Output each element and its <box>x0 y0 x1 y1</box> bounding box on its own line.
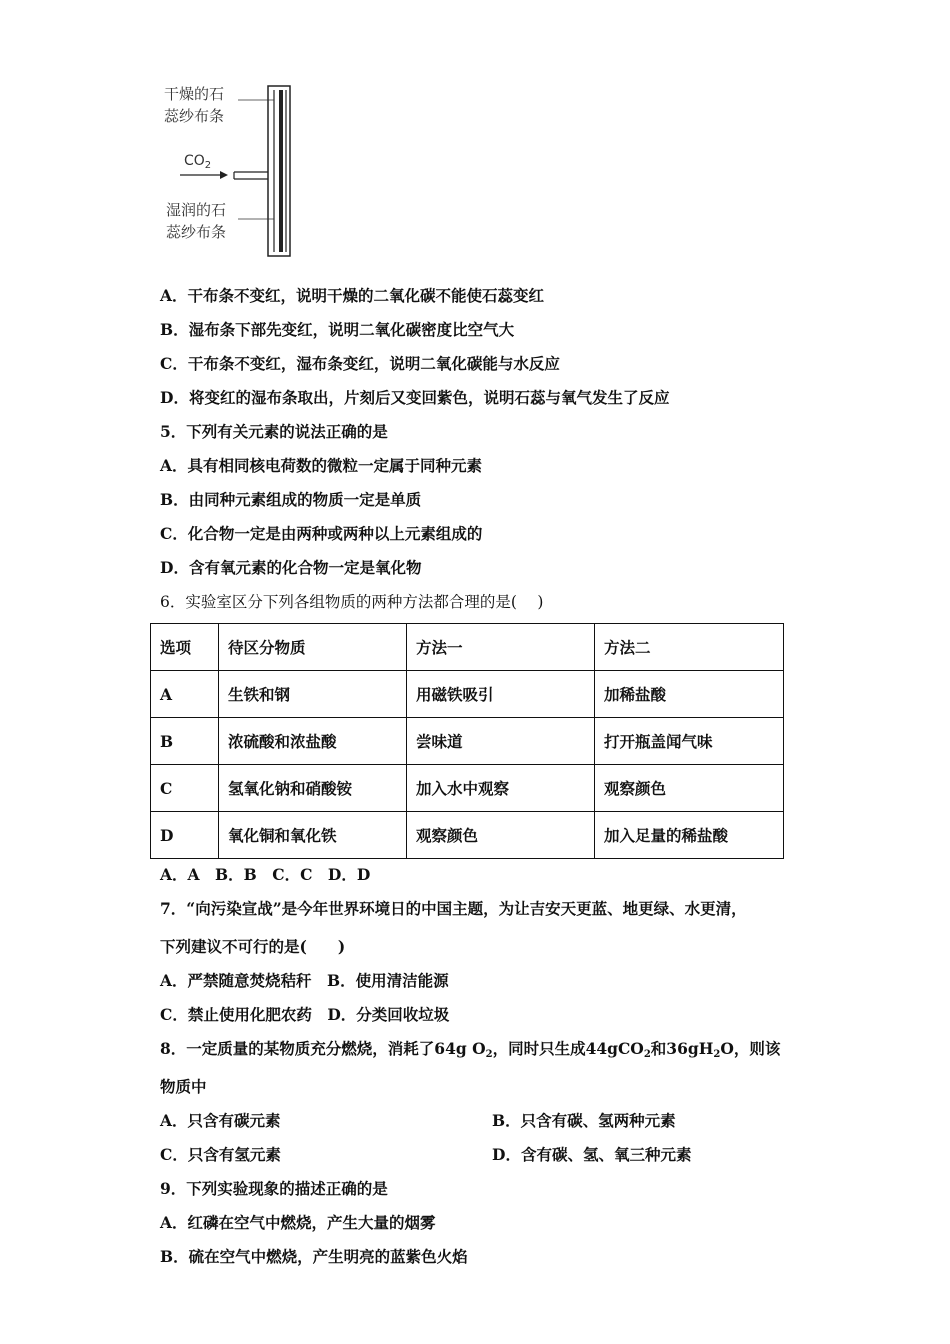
table-cell: 浓硫酸和浓盐酸 <box>219 718 407 765</box>
q5-option-d: D．含有氧元素的化合物一定是氧化物 <box>160 558 422 577</box>
table-cell: 氢氧化钠和硝酸铵 <box>219 765 407 812</box>
table-cell: A <box>151 671 219 718</box>
q8-option-a: A．只含有碳元素 <box>160 1111 281 1130</box>
q4-option-d: D．将变红的湿布条取出，片刻后又变回紫色，说明石蕊与氧气发生了反应 <box>160 388 670 407</box>
q9-option-a: A．红磷在空气中燃烧，产生大量的烟雾 <box>160 1213 436 1232</box>
table-cell: 加入水中观察 <box>407 765 595 812</box>
table-cell: 尝味道 <box>407 718 595 765</box>
table-cell: 加稀盐酸 <box>595 671 784 718</box>
q5-stem: 5．下列有关元素的说法正确的是 <box>160 422 388 441</box>
table-cell: 用磁铁吸引 <box>407 671 595 718</box>
q8-stem-line2: 物质中 <box>160 1077 207 1096</box>
table-row <box>151 718 784 765</box>
q8-option-b: B．只含有碳、氢两种元素 <box>492 1111 676 1130</box>
table-cell: 加入足量的稀盐酸 <box>595 812 784 859</box>
table-cell: C <box>151 765 219 812</box>
table-row <box>151 812 784 859</box>
q6-stem: 6．实验室区分下列各组物质的两种方法都合理的是( ) <box>160 593 544 611</box>
co2-litmus-diagram <box>150 78 310 268</box>
q8-option-d: D．含有碳、氢、氧三种元素 <box>492 1145 692 1164</box>
q8-option-c: C．只含有氢元素 <box>160 1145 281 1164</box>
table-cell: 观察颜色 <box>595 765 784 812</box>
q9-option-b: B．硫在空气中燃烧，产生明亮的蓝紫色火焰 <box>160 1247 468 1266</box>
table-cell: 氧化铜和氧化铁 <box>219 812 407 859</box>
header-cell: 选项 <box>151 624 219 671</box>
table-cell: 打开瓶盖闻气味 <box>595 718 784 765</box>
dry-strip-label-1: 干燥的石 <box>164 85 225 103</box>
table-row <box>151 765 784 812</box>
q4-option-c: C．干布条不变红，湿布条变红，说明二氧化碳能与水反应 <box>160 354 560 373</box>
table-header-row <box>151 624 784 671</box>
table-cell: D <box>151 812 219 859</box>
q7-options-line2: C．禁止使用化肥农药 D．分类回收垃圾 <box>160 1005 450 1024</box>
dry-strip-label-2: 蕊纱布条 <box>164 107 225 125</box>
header-cell: 方法二 <box>595 624 784 671</box>
q5-option-b: B．由同种元素组成的物质一定是单质 <box>160 490 422 509</box>
q5-option-c: C．化合物一定是由两种或两种以上元素组成的 <box>160 524 483 543</box>
q7-stem-line1: 7．“向污染宣战”是今年世界环境日的中国主题，为让吉安天更蓝、地更绿、水更清， <box>160 899 747 918</box>
q6-options: A．A B．B C．C D．D <box>160 865 371 884</box>
header-cell: 方法一 <box>407 624 595 671</box>
table-cell: 观察颜色 <box>407 812 595 859</box>
header-cell: 待区分物质 <box>219 624 407 671</box>
q4-option-a: A．干布条不变红，说明干燥的二氧化碳不能使石蕊变红 <box>160 286 545 305</box>
q9-stem: 9．下列实验现象的描述正确的是 <box>160 1179 388 1198</box>
table-cell: 生铁和钢 <box>219 671 407 718</box>
table-cell: B <box>151 718 219 765</box>
q7-options-line1: A．严禁随意焚烧秸秆 B．使用清洁能源 <box>160 971 449 990</box>
q6-table <box>150 623 784 859</box>
q7-stem-line2: 下列建议不可行的是( ) <box>160 937 346 956</box>
co2-label: $CO_2$ <box>184 153 212 171</box>
table-row <box>151 671 784 718</box>
q4-option-b: B．湿布条下部先变红，说明二氧化碳密度比空气大 <box>160 320 515 339</box>
q5-option-a: A．具有相同核电荷数的微粒一定属于同种元素 <box>160 456 483 475</box>
wet-strip-label-1: 湿润的石 <box>166 201 227 219</box>
q8-stem-line1: 8．一定质量的某物质充分燃烧，消耗了64g $O_2$，同时只生成44gCO$_2$和$36gH_2O$，则该 <box>160 1039 781 1060</box>
wet-strip-label-2: 蕊纱布条 <box>166 223 227 241</box>
